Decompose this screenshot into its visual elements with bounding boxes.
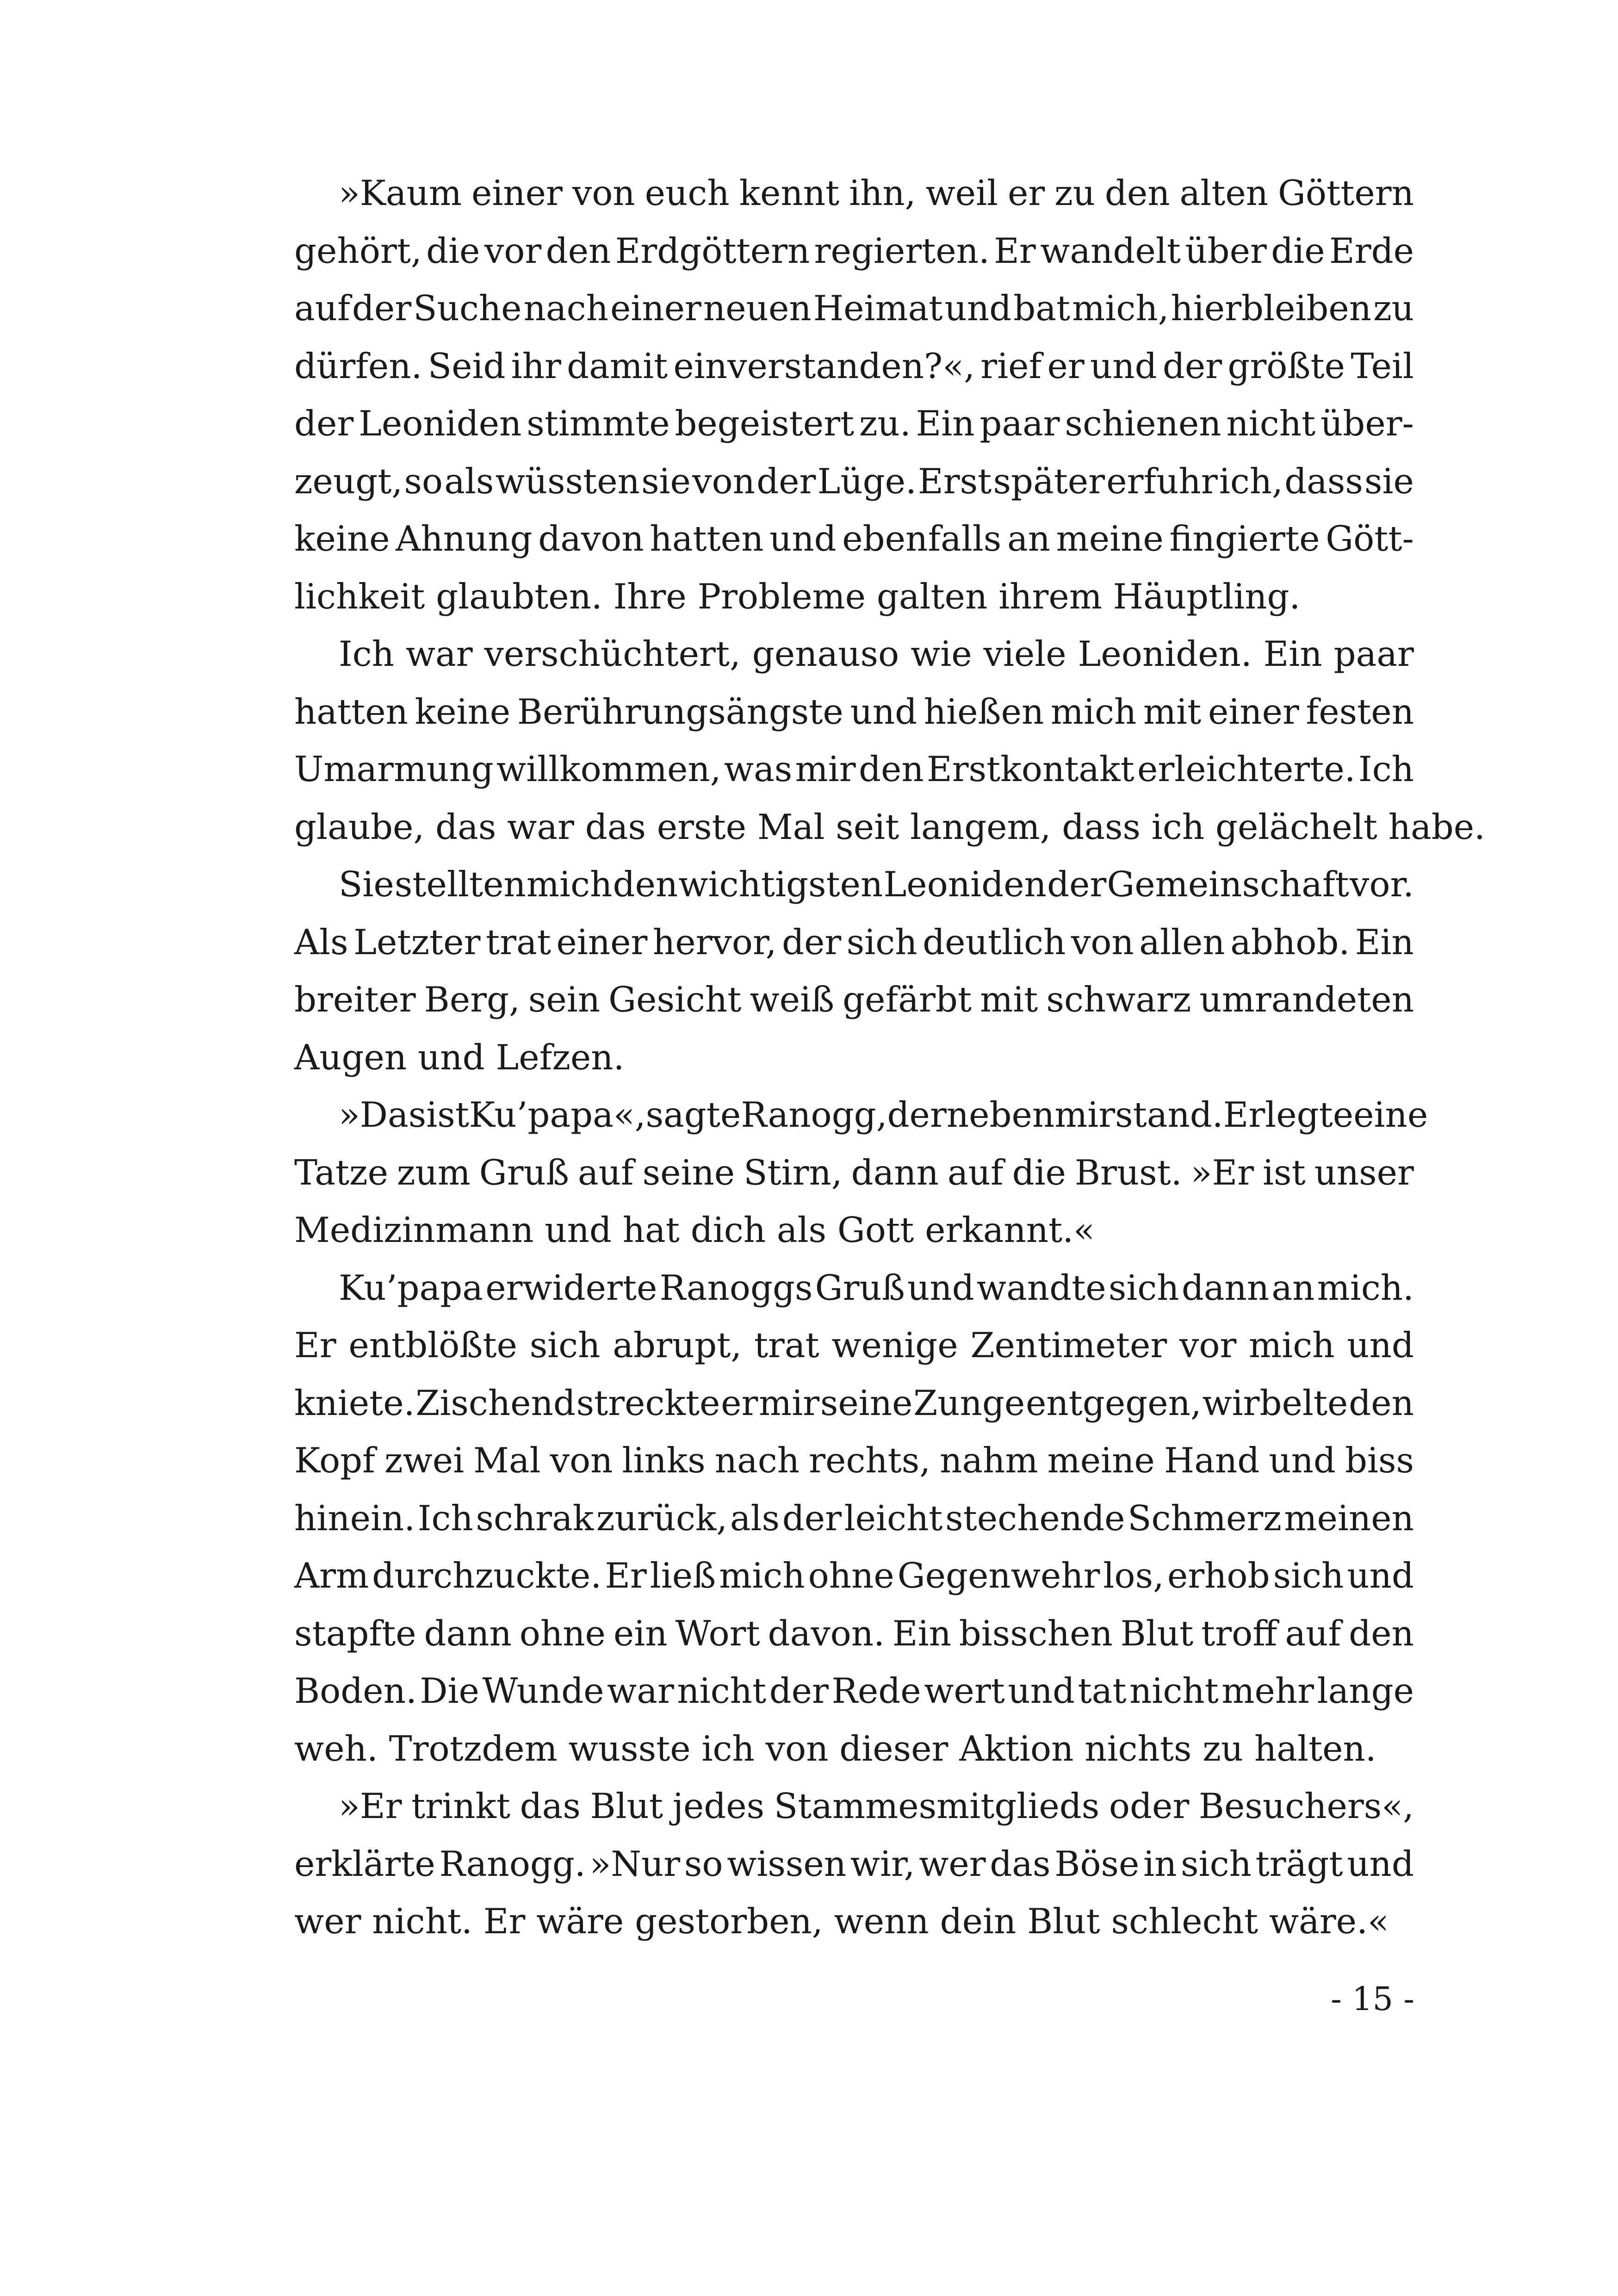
paragraph <box>294 164 1414 625</box>
text-line: Er entblößte sich abrupt, trat wenige Zentimeter vor mich und <box>294 1325 1414 1365</box>
text-line: Sie stellten mich den wichtigsten Leoniden der Gemeinschaft vor. <box>339 864 1414 905</box>
body-text <box>294 164 1485 1950</box>
text-line: keine Ahnung davon hatten und ebenfalls an meine fingierte Gött- <box>294 518 1414 559</box>
text-line: Kopf zwei Mal von links nach rechts, nahm meine Hand und biss <box>294 1440 1414 1481</box>
text-line: Als Letzter trat einer hervor, der sich deutlich von allen abhob. Ein <box>294 921 1414 962</box>
text-line: »Er trinkt das Blut jedes Stammesmitglieds oder Besuchers«, <box>339 1786 1414 1826</box>
text-line: weh. Trotzdem wusste ich von dieser Aktion nichts zu halten. <box>294 1728 1376 1769</box>
text-line: Augen und Lefzen. <box>294 1036 625 1078</box>
text-line: zeugt, so als wüssten sie von der Lüge. Erst später erfuhr ich, dass sie <box>294 460 1414 502</box>
text-line: dürfen. Seid ihr damit einverstanden?«, rief er und der größte Teil <box>294 345 1414 386</box>
text-line: »Das ist Ku’papa«, sagte Ranogg, der neben mir stand. Er legte eine <box>339 1094 1428 1135</box>
text-line: Boden. Die Wunde war nicht der Rede wert und tat nicht mehr lange <box>294 1670 1414 1711</box>
paragraph <box>294 1777 1414 1950</box>
text-line: Medizinmann und hat dich als Gott erkannt.« <box>294 1210 1095 1250</box>
text-line: lichkeit glaubten. Ihre Probleme galten ihrem Häuptling. <box>294 576 1301 617</box>
paragraph <box>294 856 1414 1086</box>
text-line: Tatze zum Gruß auf seine Stirn, dann auf die Brust. »Er ist unser <box>294 1152 1414 1193</box>
text-line: »Kaum einer von euch kennt ihn, weil er zu den alten Göttern <box>339 173 1414 213</box>
text-line: Ku’papa erwiderte Ranoggs Gruß und wandte sich dann an mich. <box>339 1267 1414 1308</box>
text-line: hatten keine Berührungsängste und hießen mich mit einer festen <box>294 691 1414 732</box>
text-line: auf der Suche nach einer neuen Heimat und bat mich, hierbleiben zu <box>294 288 1414 329</box>
page-number: - 15 - <box>1331 1980 1414 2018</box>
text-line: Umarmung willkommen, was mir den Erstkontakt erleichterte. Ich <box>294 749 1414 789</box>
paragraph <box>294 625 1485 856</box>
text-line: erklärte Ranogg. »Nur so wissen wir, wer das Böse in sich trägt und <box>294 1843 1414 1884</box>
text-line: hinein. Ich schrak zurück, als der leicht stechende Schmerz meinen <box>294 1497 1414 1539</box>
text-line: glaube, das war das erste Mal seit langem, dass ich gelächelt habe. <box>294 806 1485 847</box>
text-line: breiter Berg, sein Gesicht weiß gefärbt mit schwarz umrandeten <box>294 979 1414 1020</box>
text-line: stapfte dann ohne ein Wort davon. Ein bisschen Blut troff auf den <box>294 1613 1414 1654</box>
text-line: Arm durchzuckte. Er ließ mich ohne Gegenwehr los, erhob sich und <box>294 1555 1414 1596</box>
text-line: wer nicht. Er wäre gestorben, wenn dein Blut schlecht wäre.« <box>294 1901 1389 1942</box>
text-line: Ich war verschüchtert, genauso wie viele Leoniden. Ein paar <box>339 633 1414 674</box>
paragraph <box>294 1086 1428 1259</box>
text-line: kniete. Zischend streckte er mir seine Zunge entgegen, wirbelte den <box>294 1382 1414 1423</box>
text-line: gehört, die vor den Erdgöttern regierten. Er wandelt über die Erde <box>294 230 1414 271</box>
paragraph <box>294 1259 1414 1778</box>
text-line: der Leoniden stimmte begeistert zu. Ein paar schienen nicht über- <box>294 403 1414 444</box>
